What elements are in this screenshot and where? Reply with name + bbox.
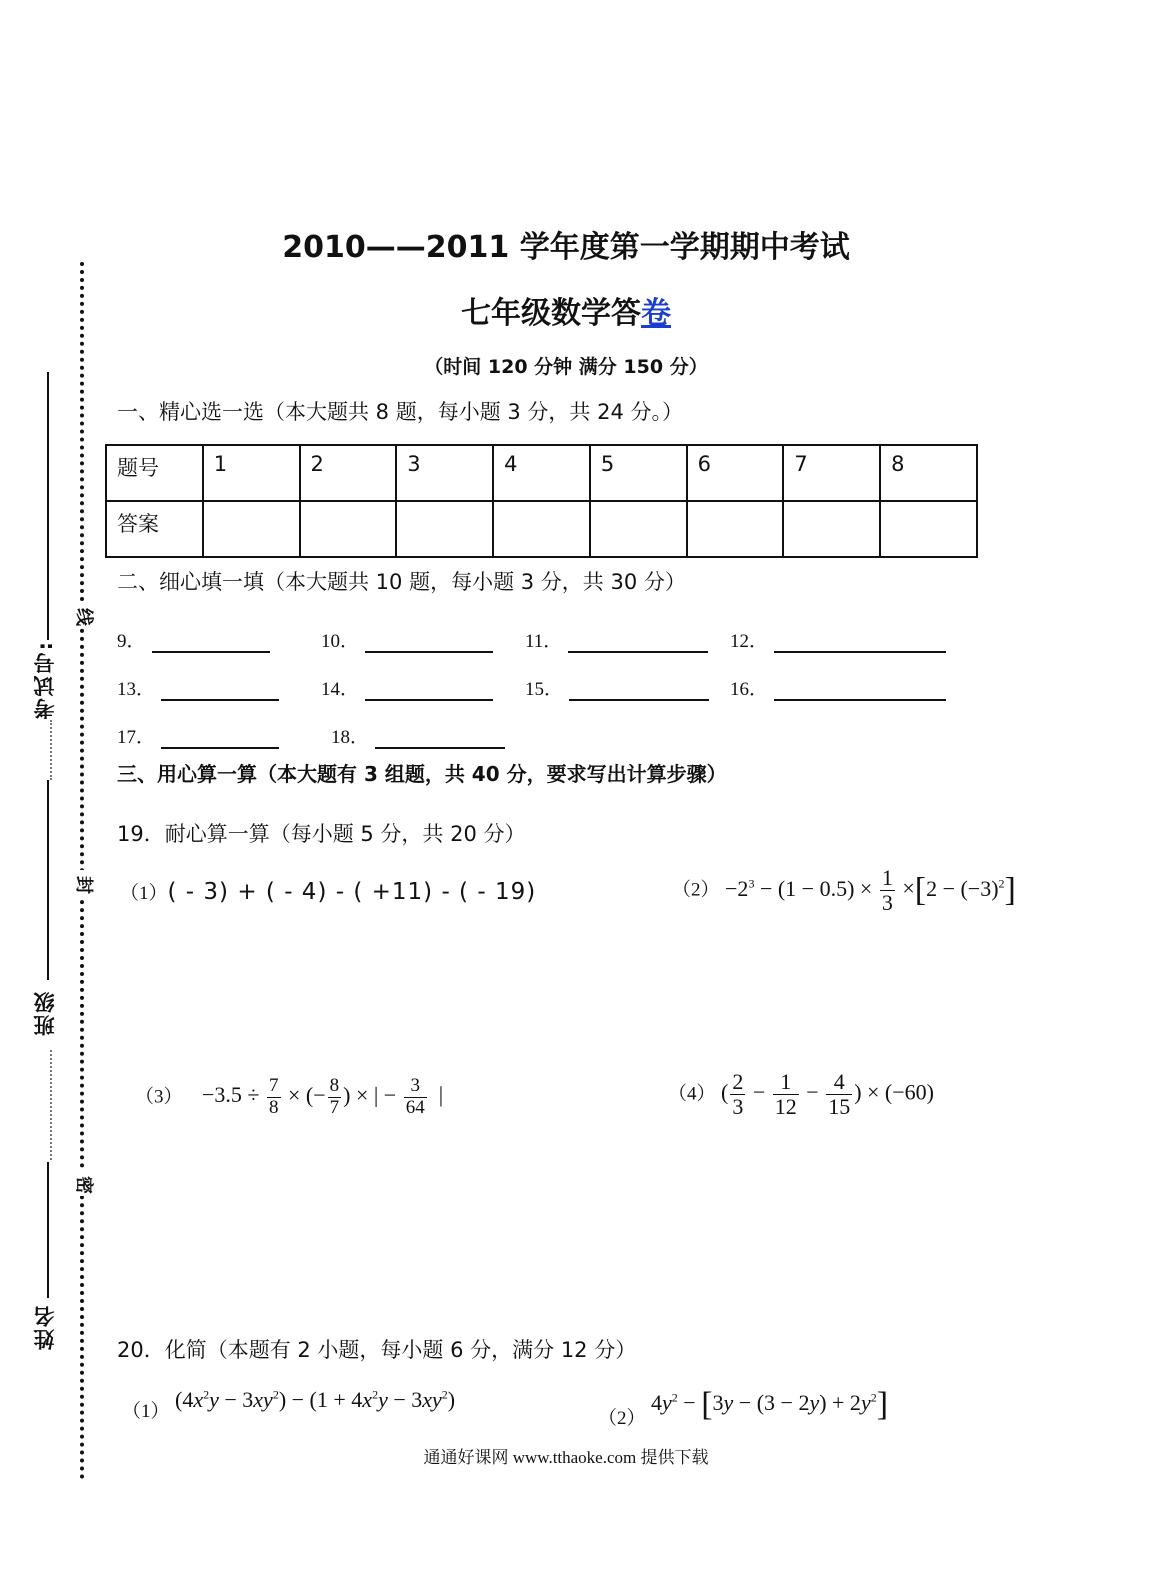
blank-number: 18． bbox=[331, 727, 370, 748]
table-cell: 4 bbox=[493, 445, 590, 501]
table-cell: 2 bbox=[300, 445, 397, 501]
footer-credit: 通通好课网 www.tthaoke.com 提供下载 bbox=[423, 1448, 709, 1467]
table-cell: 8 bbox=[880, 445, 977, 501]
answer-cell[interactable] bbox=[493, 501, 590, 557]
section2-heading: 二、细心填一填（本大题共 10 题，每小题 3 分，共 30 分） bbox=[117, 570, 686, 594]
table-row-answers bbox=[106, 501, 977, 557]
answer-cell[interactable] bbox=[590, 501, 687, 557]
problem-label: （1） bbox=[122, 1401, 170, 1422]
exam-number-label: 考试号: bbox=[33, 640, 57, 720]
blank-14[interactable] bbox=[321, 674, 493, 701]
blank-11[interactable] bbox=[525, 626, 708, 653]
blank-number: 17． bbox=[117, 727, 156, 748]
problem-19-2: $(2) -2^3 - (1 - 0.5)$ × $\frac{1}{3}$ $\times[2 - (-3)^2]$ bbox=[672, 865, 1016, 916]
answer-cell[interactable] bbox=[783, 501, 880, 557]
blank-number: 13． bbox=[117, 679, 156, 700]
cut-word-line: 线 bbox=[74, 602, 96, 628]
blank-number: 16． bbox=[730, 679, 769, 700]
subtitle-text: 七年级数学答 bbox=[461, 296, 641, 331]
class-label: 班级 bbox=[33, 990, 57, 1036]
table-cell: 6 bbox=[687, 445, 784, 501]
answer-cell[interactable] bbox=[300, 501, 397, 557]
section1-heading: 一、精心选一选（本大题共 8 题，每小题 3 分，共 24 分。） bbox=[117, 400, 683, 424]
cut-word-secret: 密 bbox=[74, 1170, 96, 1196]
name-line bbox=[47, 1162, 49, 1298]
problem-19-1 bbox=[120, 878, 536, 905]
answer-cell[interactable] bbox=[396, 501, 493, 557]
problem-label: （2） bbox=[672, 879, 720, 901]
problem-20-1: （1） $(4x^2y - 3xy^2) - (1 + 4x^2y - 3xy^2)$ bbox=[122, 1387, 456, 1422]
blank-number: 12． bbox=[730, 631, 769, 652]
problem-label: （3） bbox=[135, 1086, 183, 1108]
table-cell: 1 bbox=[203, 445, 300, 501]
question-20-heading: 20．化简（本题有 2 小题，每小题 6 分，满分 12 分） bbox=[117, 1338, 637, 1362]
margin-dots-2 bbox=[50, 1050, 52, 1160]
row-label-answer: 答案 bbox=[106, 501, 203, 557]
page-subtitle bbox=[0, 288, 1132, 332]
blank-18[interactable] bbox=[331, 722, 505, 749]
answer-cell[interactable] bbox=[203, 501, 300, 557]
problem-20-2: （2） $4y^2 - [3y - (3 - 2y) + 2y^2]$ bbox=[598, 1386, 889, 1430]
blank-17[interactable] bbox=[117, 722, 279, 749]
answer-cell[interactable] bbox=[687, 501, 784, 557]
blank-10[interactable] bbox=[321, 626, 493, 653]
margin-dots bbox=[50, 720, 52, 780]
blank-number: 15． bbox=[525, 679, 564, 700]
blank-number: 11． bbox=[525, 631, 563, 652]
table-cell: 7 bbox=[783, 445, 880, 501]
problem-19-4: （4） ( $\frac{2}{3}$ − $\frac{1}{12}$ − $\frac{4}{15}$ ) × (−60) bbox=[668, 1069, 934, 1120]
table-row-numbers bbox=[106, 445, 977, 501]
exam-number-line bbox=[47, 372, 49, 640]
blank-13[interactable] bbox=[117, 674, 279, 701]
answer-table bbox=[105, 444, 978, 558]
blank-12[interactable] bbox=[730, 626, 946, 653]
table-cell: 3 bbox=[396, 445, 493, 501]
subtitle-link[interactable]: 卷 bbox=[641, 296, 671, 331]
time-info: （时间 120 分钟 满分 150 分） bbox=[424, 356, 708, 378]
name-label: 姓名 bbox=[33, 1304, 57, 1350]
question-19-heading: 19．耐心算一算（每小题 5 分，共 20 分） bbox=[117, 822, 526, 846]
problem-19-3: （3） −3.5 ÷ $\frac{7}{8}$ × (− $\frac{8}{7}$ ) × | − $\frac{3}{64}$ | bbox=[135, 1075, 444, 1118]
blank-9[interactable] bbox=[117, 626, 270, 653]
class-line bbox=[47, 780, 49, 980]
table-cell: 5 bbox=[590, 445, 687, 501]
cut-word-seal: 封 bbox=[74, 870, 96, 896]
blank-number: 9． bbox=[117, 631, 146, 652]
page-title: 2010——2011 学年度第一学期期中考试 bbox=[282, 230, 850, 265]
blank-15[interactable] bbox=[525, 674, 709, 701]
problem-label: （2） bbox=[598, 1408, 646, 1430]
section3-heading: 三、用心算一算（本大题有 3 组题，共 40 分，要求写出计算步骤） bbox=[117, 762, 727, 786]
blank-number: 14． bbox=[321, 679, 360, 700]
blank-number: 10． bbox=[321, 631, 360, 652]
row-label-number: 题号 bbox=[106, 445, 203, 501]
blank-16[interactable] bbox=[730, 674, 946, 701]
problem-label: （1） bbox=[120, 883, 168, 904]
answer-cell[interactable] bbox=[880, 501, 977, 557]
problem-label: （4） bbox=[668, 1083, 716, 1105]
problem-expression: ( - 3) + ( - 4) - ( +11) - ( - 19) bbox=[167, 879, 537, 905]
